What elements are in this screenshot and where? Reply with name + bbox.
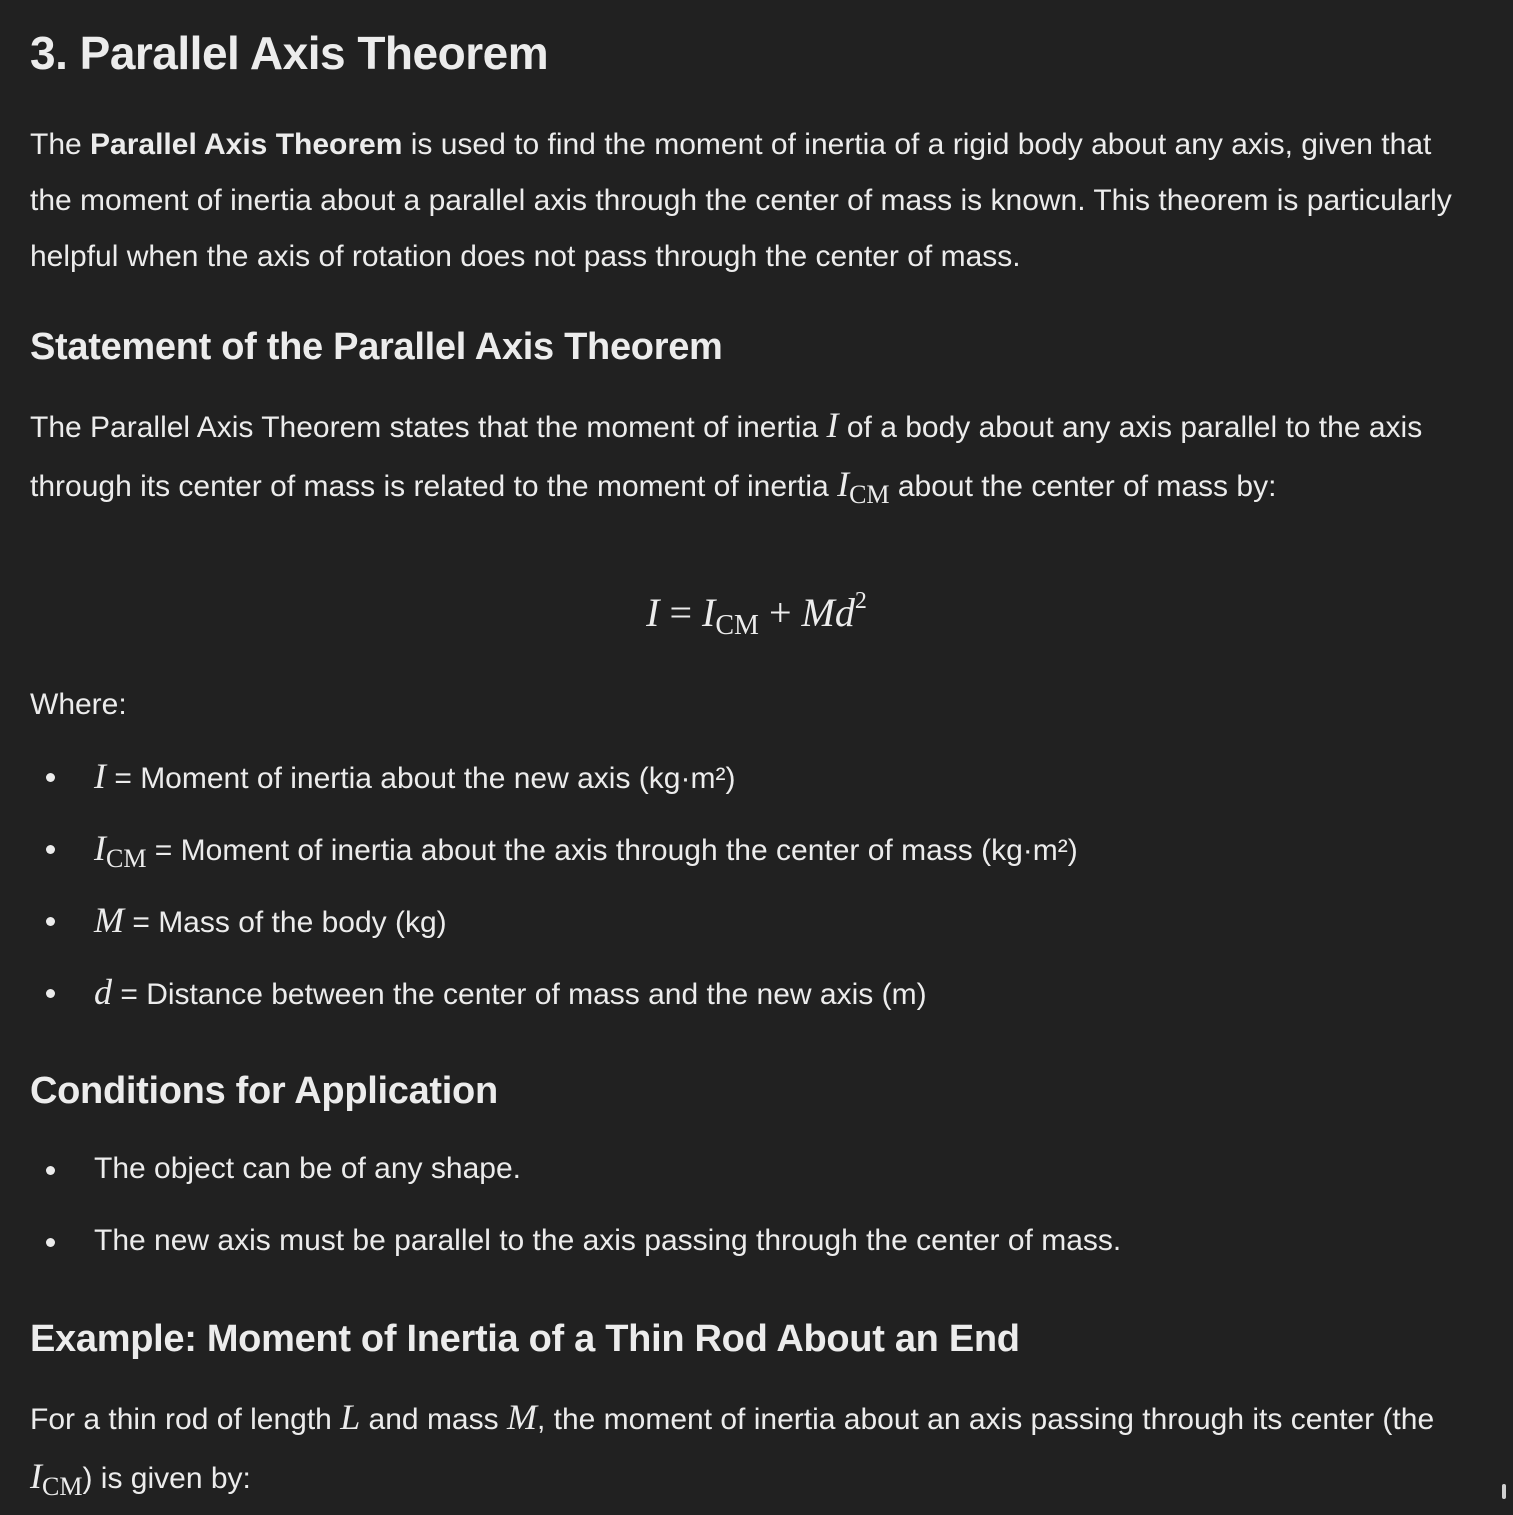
- condition-text: The object can be of any shape.: [94, 1152, 521, 1185]
- statement-text-1: The Parallel Axis Theorem states that the moment of inertia: [30, 411, 827, 444]
- equation-plus: +: [758, 590, 802, 635]
- def-text: = Moment of inertia about the axis through the center of mass (kg·m²): [146, 834, 1078, 867]
- math-symbol-Icm: [837, 464, 890, 509]
- statement-text-3: about the center of mass by:: [889, 470, 1277, 503]
- bullet-icon: [46, 1166, 55, 1175]
- list-item: [30, 972, 1078, 1044]
- def-symbol-base: I: [94, 756, 106, 796]
- list-item: [30, 1221, 1121, 1293]
- equation-lhs: I: [646, 590, 660, 635]
- conditions-list: [30, 1149, 1121, 1293]
- math-Icm-base: I: [30, 1456, 42, 1496]
- def-symbol-base: I: [94, 828, 106, 868]
- example-paragraph: [30, 1389, 1470, 1515]
- def-symbol-base: M: [94, 900, 124, 940]
- def-symbol: [94, 756, 106, 796]
- math-Icm-base: I: [837, 464, 850, 504]
- scrollbar-thumb[interactable]: [1502, 1484, 1506, 1499]
- bullet-icon: [46, 845, 55, 854]
- example-text-2: and mass: [360, 1403, 507, 1436]
- math-symbol-Icm: [30, 1456, 83, 1501]
- def-symbol: [94, 972, 112, 1012]
- list-item: [30, 756, 1078, 828]
- bullet-icon: [46, 773, 55, 782]
- statement-heading: Statement of the Parallel Axis Theorem: [30, 326, 723, 368]
- where-label: Where:: [30, 688, 127, 721]
- def-text: = Distance between the center of mass and the new axis (m): [112, 978, 927, 1011]
- example-text-3: , the moment of inertia about an axis passing through its center (the: [536, 1403, 1435, 1436]
- intro-bold-term: Parallel Axis Theorem: [90, 128, 403, 161]
- math-symbol-L: L: [340, 1397, 361, 1437]
- example-text-4: ) is given by:: [82, 1462, 251, 1495]
- parallel-axis-equation: [30, 588, 1483, 642]
- math-Icm-subscript: CM: [42, 1472, 83, 1501]
- intro-text-after: is used to find the moment of inertia of a rigid body about any axis, given that the moment of inertia about a parallel axis through the center of mass is known. This theorem is particularly helpful when the axis of rotation does not pass through the center of mass.: [30, 128, 1452, 273]
- def-symbol-base: d: [94, 972, 112, 1012]
- bullet-icon: [46, 1238, 55, 1247]
- example-heading: Example: Moment of Inertia of a Thin Rod About an End: [30, 1318, 1020, 1360]
- equation-md: Md: [801, 590, 855, 635]
- condition-text: The new axis must be parallel to the axis passing through the center of mass.: [94, 1224, 1122, 1257]
- def-symbol-subscript: CM: [106, 844, 147, 873]
- def-text: = Moment of inertia about the new axis (kg·m²): [106, 762, 736, 795]
- statement-text-2: of a body about any axis parallel to the axis through its center of mass is related to the moment of inertia: [30, 411, 1423, 503]
- list-item: [30, 900, 1078, 972]
- equation-exponent: 2: [854, 588, 867, 614]
- list-item: [30, 828, 1078, 900]
- bullet-icon: [46, 917, 55, 926]
- statement-paragraph: [30, 397, 1470, 523]
- math-symbol-I: I: [826, 405, 839, 445]
- bullet-icon: [46, 989, 55, 998]
- example-text-1: For a thin rod of length: [30, 1403, 341, 1436]
- intro-paragraph: [30, 117, 1470, 285]
- equation-equals: =: [659, 590, 703, 635]
- list-item: [30, 1149, 1121, 1221]
- conditions-heading: Conditions for Application: [30, 1070, 498, 1112]
- def-symbol: [94, 900, 124, 940]
- equation-i: I: [702, 590, 716, 635]
- math-symbol-M: M: [506, 1397, 537, 1437]
- page-title: 3. Parallel Axis Theorem: [30, 27, 549, 79]
- def-text: = Mass of the body (kg): [124, 906, 447, 939]
- intro-text-before: The: [30, 128, 91, 161]
- def-symbol: [94, 828, 147, 873]
- math-Icm-subscript: CM: [849, 480, 890, 509]
- definitions-list: [30, 756, 1078, 1044]
- equation-i-subscript: CM: [715, 610, 759, 641]
